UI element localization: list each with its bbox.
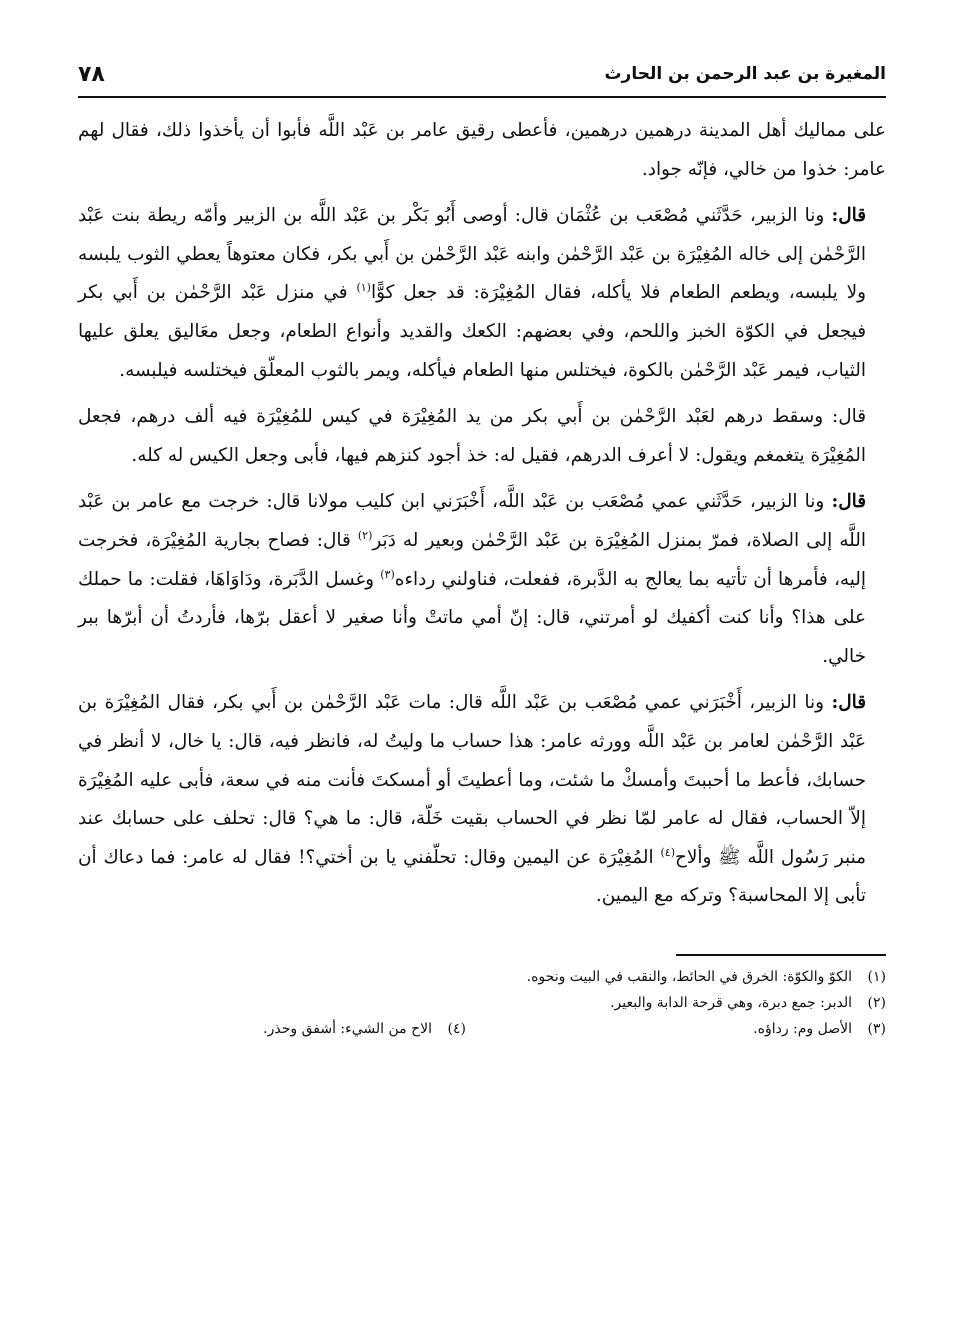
footnote-text: الأصل وم: رداؤه. — [753, 1020, 852, 1037]
footnote-ref-4[interactable]: (٤) — [660, 845, 676, 859]
paragraph-text-cont-2: وغسل الدَّبَرة، ودَاوَاهَا، فقلت: ما حملك على هذا؟ وأنا كنت أكفيك لو أمرتني، قال: إنّ أمي ماتتْ وأنا صغير لا أعقل برّها، فأردتُ أن أبرّها ببر خالي. — [78, 568, 866, 667]
body-text — [78, 112, 886, 916]
running-title: المغيرة بن عبد الرحمن بن الحارث — [604, 64, 886, 84]
footnote-3 — [466, 1016, 886, 1042]
paragraph-text: ونا الزبير، أَخْبَرَني عمي مُصْعَب بن عَبْد اللَّه قال: مات عَبْد الرَّحْمٰن بن أَبي بكر، فقال المُغِيْرَة بن عَبْد الرَّحْمٰن لعامر بن عَبْد اللَّه وورثه عامر: هذا حساب ما وليتُ له، فانظر فيه، قال: يا خال، لا أنظر في حسابك، فأعط ما أحببتَ وأمسكْ ما شئت، وما أعطيتَ أو أمسكتَ فأنت منه في سعة، فأبى عليه المُغِيْرَة إلاّ الحساب، فقال له عامر لمّا نظر في الحساب بقيت خَلّة، قال: ما هي؟ قال: تحلف على حسابك عند منبر رَسُول اللَّه ﷺ وألاح — [78, 692, 866, 868]
footnote-number: (٢) — [867, 994, 886, 1011]
paragraph-4 — [78, 483, 886, 676]
paragraph-text: ونا الزبير، حَدَّثَني عمي مُصْعَب بن عَبْد اللَّه، أَخْبَرَني ابن كليب مولانا قال: خرجت مع عامر بن عَبْد اللَّه إلى الصلاة، فمرّ بمنزل المُغِيْرَة بن عَبْد الرَّحْمٰن وبعير له دَبَر — [78, 491, 866, 551]
paragraph-3 — [78, 398, 886, 475]
footnote-1 — [527, 964, 886, 990]
footnote-text: الدبر: جمع دبرة، وهي قرحة الدابة والبعير. — [610, 994, 852, 1011]
page-number: ٧٨ — [78, 62, 105, 87]
footnote-row — [78, 964, 886, 990]
footnote-number: (٤) — [447, 1020, 466, 1037]
footnote-ref-3[interactable]: (٣) — [380, 567, 395, 581]
footnote-number: (١) — [867, 968, 886, 985]
footnote-row — [78, 1016, 886, 1042]
paragraph-2 — [78, 197, 886, 390]
footnote-4 — [263, 1016, 466, 1042]
footnote-divider — [676, 954, 886, 956]
paragraph-lead: قال: — [831, 491, 866, 513]
footnotes — [78, 964, 886, 1042]
footnote-ref-1[interactable]: (١) — [356, 281, 371, 295]
page-header — [78, 58, 886, 98]
footnote-ref-2[interactable]: (٢) — [357, 528, 373, 542]
paragraph-text-cont: قال: فصاح بجارية المُغِيْرَة، فخرجت إليه، فأمرها أن تأتيه بما يعالج به الدَّبرة، ففعلت، فناولني رداءه — [78, 529, 867, 590]
paragraph-lead: قال: — [831, 205, 866, 227]
paragraph-1 — [78, 112, 886, 189]
footnote-number: (٣) — [867, 1020, 886, 1037]
paragraph-text-cont: في منزل عَبْد الرَّحْمٰن بن أَبي بكر فيجعل في الكوّة الخبز واللحم، وفي بعضهم: الكعك والقديد وأنواع الطعام، وجعل معَاليق يعلق عليها الثياب، فيمر عَبْد الرَّحْمٰن بالكوة، فيختلس منها الطعام فيأكله، ويمر بالثوب المعلّق فيختلسه فيلبسه. — [78, 282, 866, 381]
footnote-row — [78, 990, 886, 1016]
paragraph-lead: قال: — [831, 692, 866, 714]
paragraph-text-cont: المُغِيْرَة عن اليمين وقال: تحلّفني يا بن أختي؟! فقال له عامر: فما دعاك أن تأبى إلا المحاسبة؟ وتركه مع اليمين. — [78, 846, 866, 907]
paragraph-text: قال: وسقط درهم لعَبْد الرَّحْمٰن بن أَبي بكر من يد المُغِيْرَة في كيس للمُغِيْرَة فيه ألف درهم، فجعل المُغِيْرَة يتغمغم ويقول: لا أعرف الدرهم، فقيل له: خذ أجود كنزهم فيها، فأبى وجعل الكيس له كله. — [78, 406, 866, 466]
paragraph-5 — [78, 684, 886, 916]
footnote-text: الاح من الشيء: أشفق وحذر. — [263, 1020, 432, 1037]
footnote-text: الكوّ والكوّة: الخرق في الحائط، والنقب في البيت ونحوه. — [526, 968, 852, 985]
document-page — [78, 58, 886, 1298]
paragraph-text: على مماليك أهل المدينة درهمين درهمين، فأعطى رقيق عامر بن عَبْد اللَّه فأبوا أن يأخذوا ذلك، فقال لهم عامر: خذوا من خالي، فإنّه جواد. — [78, 120, 886, 180]
paragraph-text: ونا الزبير، حَدَّثَني مُصْعَب بن عُثْمَان قال: أوصى أَبُو بَكْر بن عَبْد اللَّه بن الزبير وأمّه ريطة بنت عَبْد الرَّحْمٰن إلى خاله المُغِيْرَة بن عَبْد الرَّحْمٰن وابنه عَبْد الرَّحْمٰن بن أَبي بكر، فكان معتوهاً يعطي الثوب يلبسه ولا يلبسه، ويطعم الطعام فلا يأكله، فقال المُغِيْرَة: قد جعل كوًّا — [78, 205, 866, 304]
footnote-2 — [610, 990, 886, 1016]
